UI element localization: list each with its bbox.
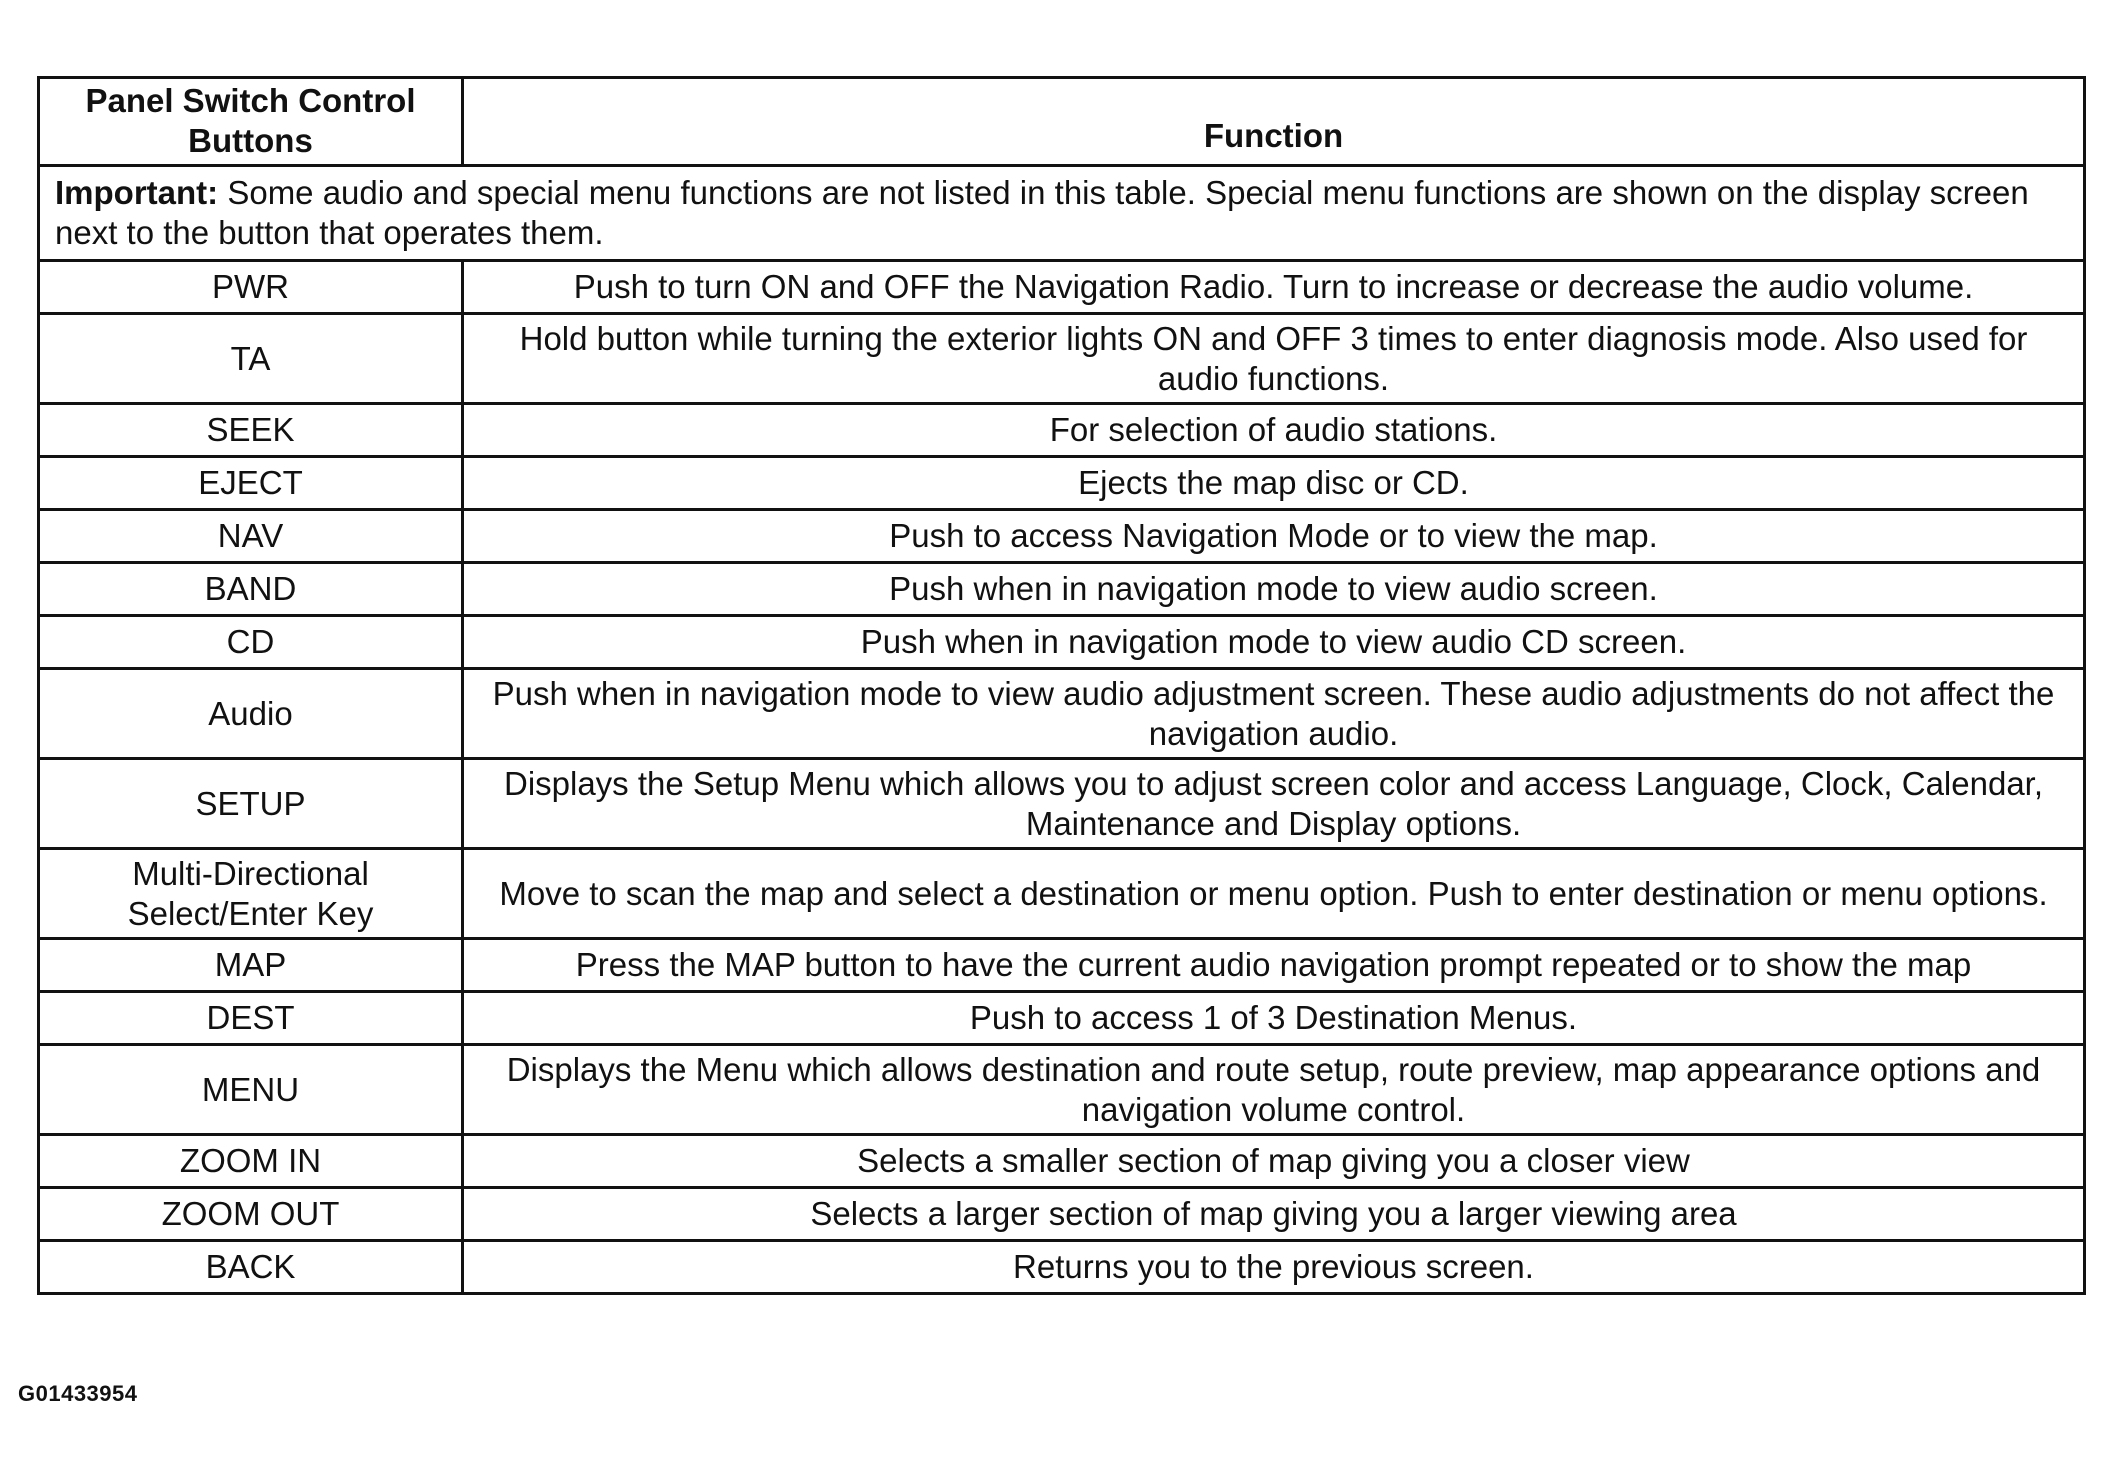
button-label-line1: Multi-Directional	[132, 854, 369, 892]
graphic-id: G01433954	[18, 1381, 138, 1406]
table-row	[39, 849, 2085, 939]
table-row	[39, 759, 2085, 849]
table-row	[39, 457, 2085, 510]
button-cell: SETUP	[39, 759, 463, 849]
button-label-line2: Select/Enter Key	[127, 894, 374, 932]
function-cell: For selection of audio stations.	[463, 404, 2085, 457]
table-row	[39, 314, 2085, 404]
function-cell: Push to access Navigation Mode or to view the map.	[463, 510, 2085, 563]
table-row	[39, 669, 2085, 759]
function-cell: Push when in navigation mode to view audio screen.	[463, 563, 2085, 616]
button-cell	[39, 849, 463, 939]
button-cell: MAP	[39, 939, 463, 992]
button-cell: ZOOM OUT	[39, 1188, 463, 1241]
header-button-line2: Buttons	[188, 122, 313, 159]
function-cell: Push to turn ON and OFF the Navigation Radio. Turn to increase or decrease the audio volume.	[463, 261, 2085, 314]
function-cell: Hold button while turning the exterior lights ON and OFF 3 times to enter diagnosis mode. Also used for audio functions.	[463, 314, 2085, 404]
function-cell: Ejects the map disc or CD.	[463, 457, 2085, 510]
button-cell: SEEK	[39, 404, 463, 457]
button-cell: BACK	[39, 1241, 463, 1294]
important-note	[39, 166, 2085, 261]
header-button-line1: Panel Switch Control	[85, 82, 416, 119]
button-cell: BAND	[39, 563, 463, 616]
panel-switch-table	[37, 76, 2086, 1295]
button-cell: PWR	[39, 261, 463, 314]
button-cell: TA	[39, 314, 463, 404]
important-label: Important:	[55, 174, 219, 211]
table-row	[39, 616, 2085, 669]
button-cell: EJECT	[39, 457, 463, 510]
function-cell: Displays the Menu which allows destination and route setup, route preview, map appearance options and navigation volume control.	[463, 1045, 2085, 1135]
header-panel-switch-buttons	[39, 78, 463, 166]
table-row	[39, 992, 2085, 1045]
table-row	[39, 404, 2085, 457]
button-cell: CD	[39, 616, 463, 669]
table-row	[39, 1241, 2085, 1294]
button-cell: MENU	[39, 1045, 463, 1135]
button-cell: ZOOM IN	[39, 1135, 463, 1188]
important-text: Some audio and special menu functions are not listed in this table. Special menu functions are shown on the display screen next to the button that operates them.	[55, 174, 2029, 251]
button-cell: DEST	[39, 992, 463, 1045]
function-cell: Push when in navigation mode to view audio adjustment screen. These audio adjustments do not affect the navigation audio.	[463, 669, 2085, 759]
function-cell: Press the MAP button to have the current audio navigation prompt repeated or to show the map	[463, 939, 2085, 992]
button-cell: NAV	[39, 510, 463, 563]
function-cell: Move to scan the map and select a destination or menu option. Push to enter destination or menu options.	[463, 849, 2085, 939]
table-row	[39, 563, 2085, 616]
function-cell: Selects a smaller section of map giving you a closer view	[463, 1135, 2085, 1188]
function-cell: Displays the Setup Menu which allows you to adjust screen color and access Language, Clock, Calendar, Maintenance and Display options.	[463, 759, 2085, 849]
function-cell: Returns you to the previous screen.	[463, 1241, 2085, 1294]
button-cell: Audio	[39, 669, 463, 759]
table-row	[39, 1045, 2085, 1135]
table-row	[39, 261, 2085, 314]
function-cell: Push to access 1 of 3 Destination Menus.	[463, 992, 2085, 1045]
header-function: Function	[463, 78, 2085, 166]
important-note-row	[39, 166, 2085, 261]
table-header-row	[39, 78, 2085, 166]
function-cell: Selects a larger section of map giving you a larger viewing area	[463, 1188, 2085, 1241]
table-row	[39, 1188, 2085, 1241]
table-row	[39, 1135, 2085, 1188]
table-row	[39, 510, 2085, 563]
function-cell: Push when in navigation mode to view audio CD screen.	[463, 616, 2085, 669]
table-row	[39, 939, 2085, 992]
